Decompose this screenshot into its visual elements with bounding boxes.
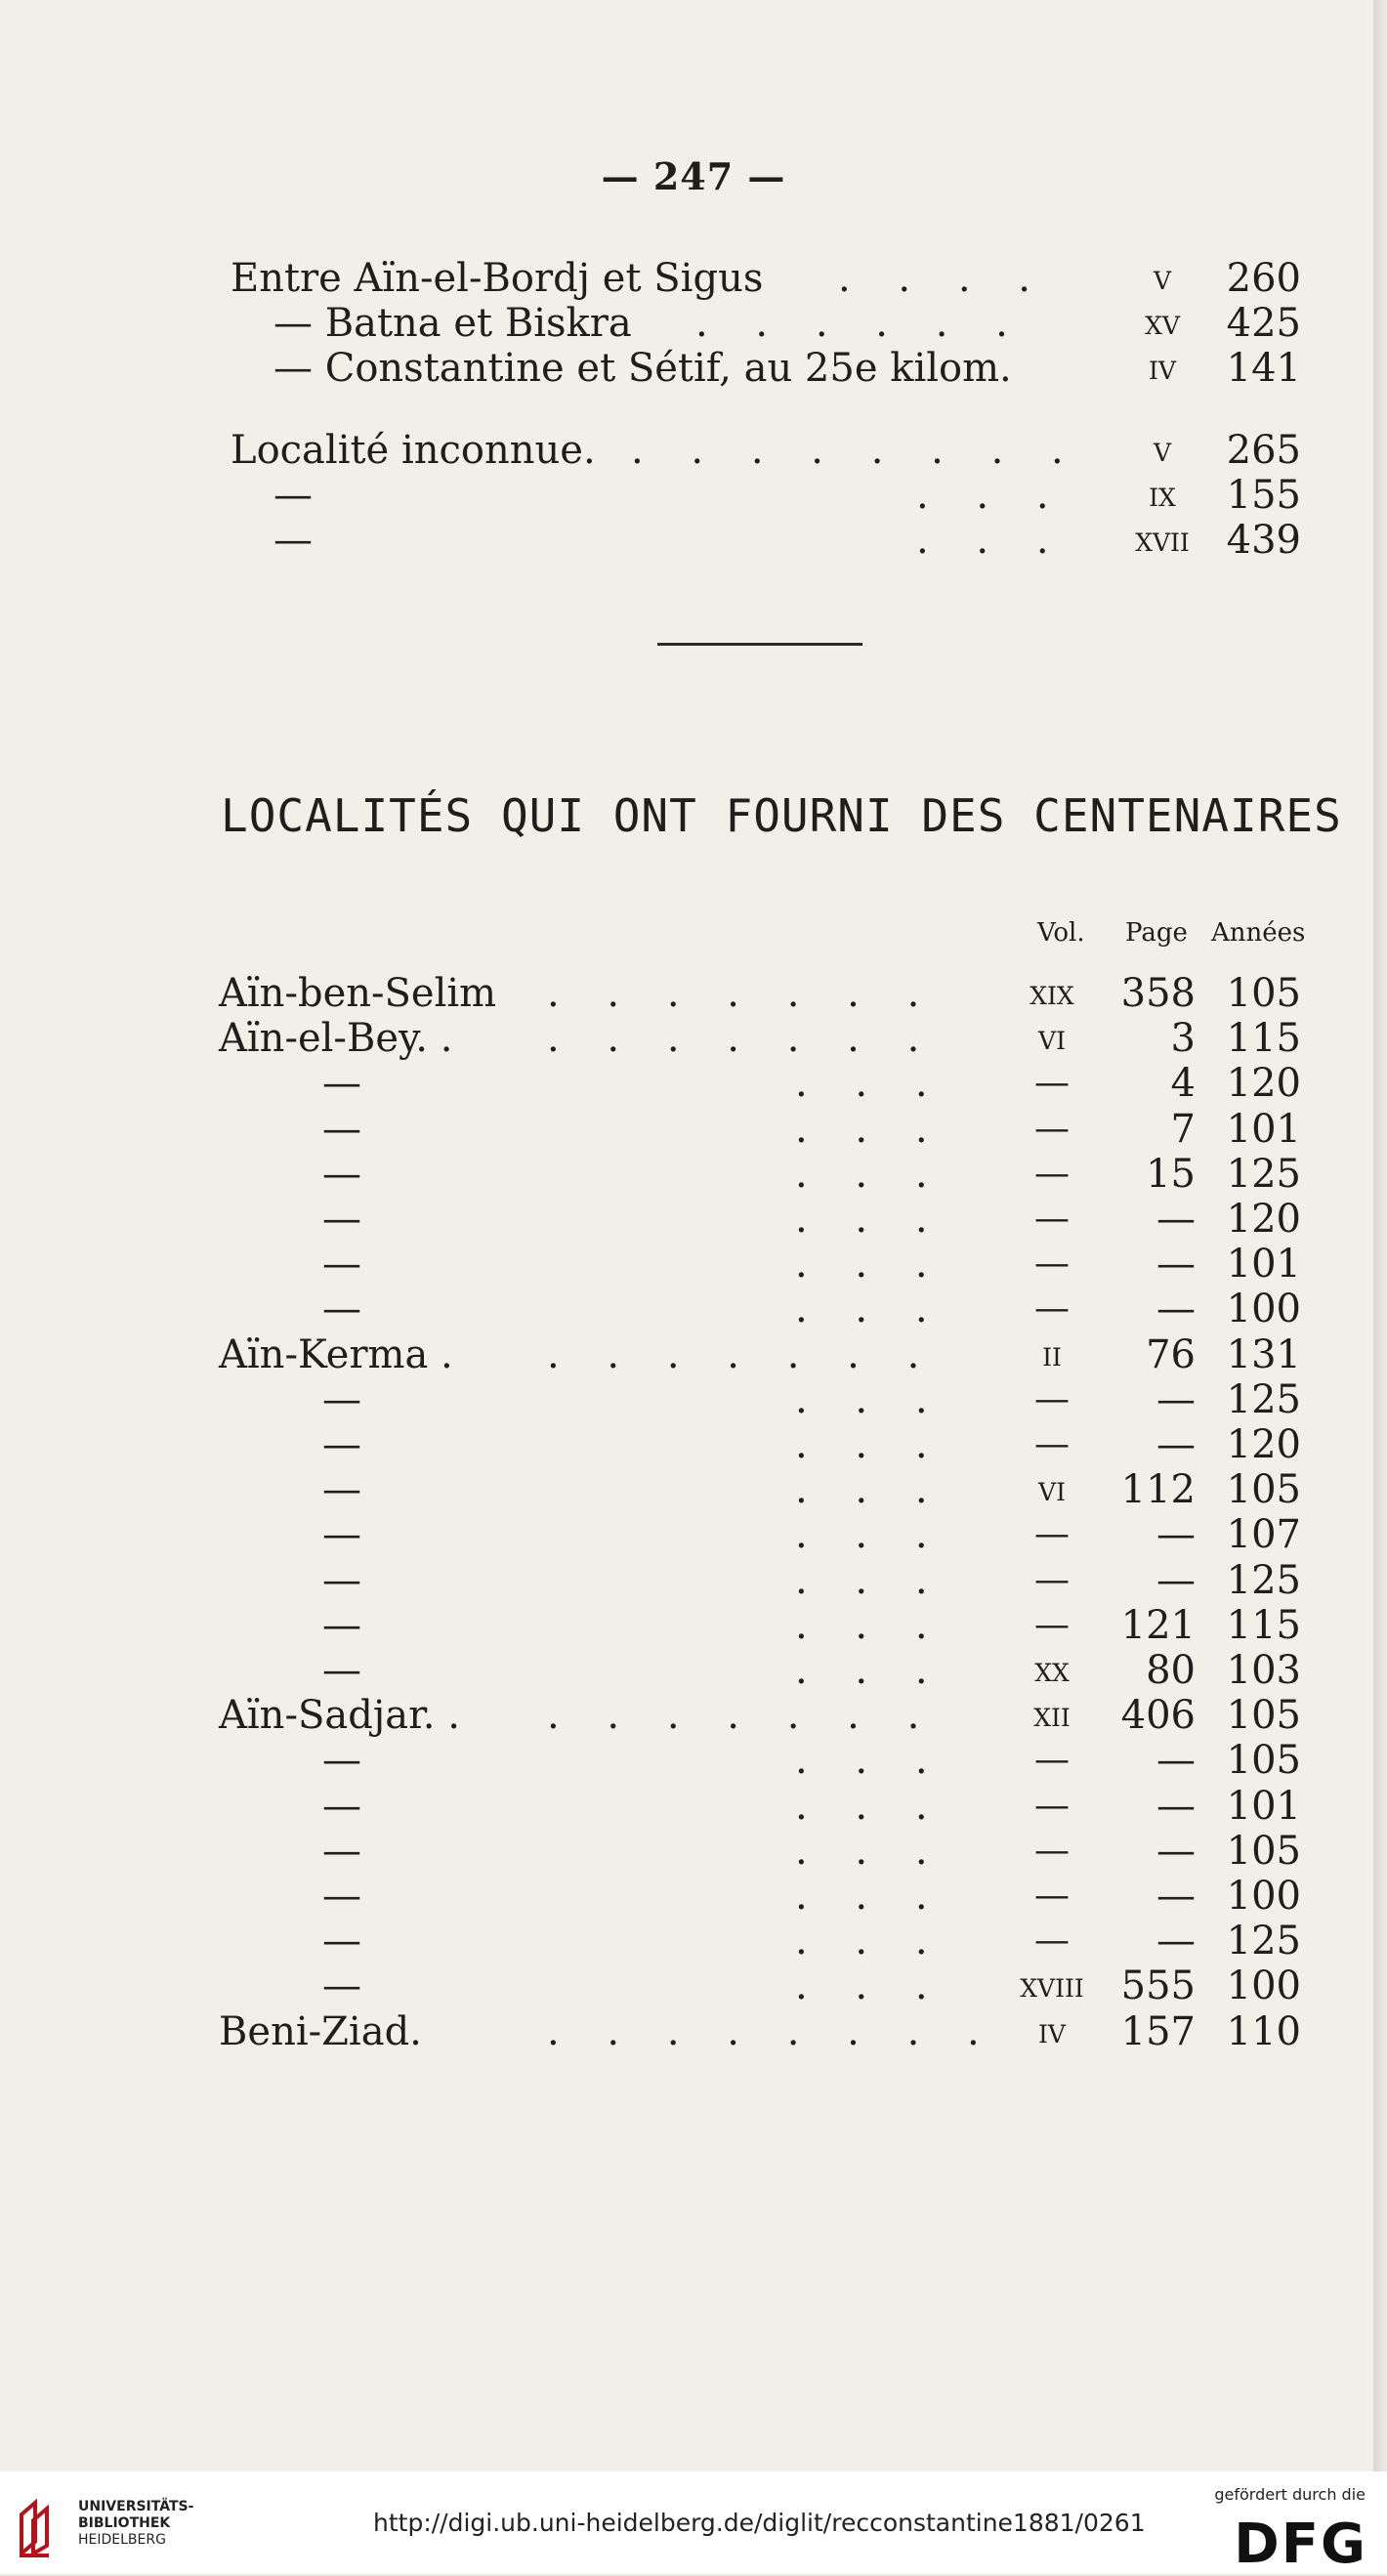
age-in-years: 125 — [1226, 1557, 1301, 1603]
leader-dots: . . . — [795, 1964, 946, 2009]
entry-label: — — [322, 1106, 361, 1152]
table-row — [0, 1377, 1387, 1422]
leader-dots: . . . — [795, 1061, 946, 1107]
permalink-url[interactable]: http://digi.ub.uni-heidelberg.de/diglit/recconstantine1881/0261 — [373, 2509, 1146, 2537]
leader-dots: . . . . . . . — [547, 971, 938, 1016]
table-row — [0, 346, 1387, 391]
section-title: LOCALITÉS QUI ONT FOURNI DES CENTENAIRES — [221, 789, 1342, 842]
volume-number: — — [1034, 1785, 1070, 1826]
age-in-years: 107 — [1226, 1512, 1301, 1558]
age-in-years: 101 — [1226, 1242, 1301, 1288]
dfg-logo: DFG — [1234, 2513, 1367, 2576]
age-in-years: 115 — [1226, 1016, 1301, 1062]
volume-number: v — [1153, 258, 1172, 298]
footer-bar — [0, 2471, 1387, 2574]
age-in-years: 265 — [1226, 428, 1301, 473]
age-in-years: 125 — [1226, 1376, 1301, 1422]
leader-dots: . . . — [795, 1512, 946, 1558]
page-number-value: 76 — [1146, 1331, 1196, 1377]
table-row — [0, 1738, 1387, 1783]
entry-label: Localité inconnue. — [231, 428, 596, 473]
page-number-value: 121 — [1120, 1602, 1196, 1648]
entry-label: — — [322, 1783, 361, 1829]
volume-number: — — [1034, 1108, 1070, 1149]
leader-dots: . . . — [795, 1197, 946, 1242]
volume-number: vi — [1038, 1018, 1066, 1059]
volume-number: — — [1034, 1604, 1070, 1645]
entry-label: — — [322, 1197, 361, 1242]
table-row — [0, 1648, 1387, 1693]
column-header-page: Page — [1125, 918, 1188, 948]
table-row — [0, 1467, 1387, 1512]
entry-label: — — [322, 1964, 361, 2009]
age-in-years: 105 — [1226, 1467, 1301, 1513]
volume-number: — — [1034, 1514, 1070, 1555]
age-in-years: 425 — [1226, 301, 1301, 346]
entry-label: — — [322, 1919, 361, 1964]
entry-label: Aïn-Kerma . — [219, 1331, 453, 1377]
volume-number: — — [1034, 1740, 1070, 1781]
page-number-value: — — [1156, 1828, 1196, 1874]
library-name: UNIVERSITÄTS- BIBLIOTHEK HEIDELBERG — [78, 2499, 194, 2548]
page-number-value: — — [1156, 1512, 1196, 1558]
volume-number: — — [1034, 1876, 1070, 1916]
table-row — [0, 971, 1387, 1016]
table-row — [0, 1061, 1387, 1106]
entry-label: — — [273, 518, 313, 563]
table-row — [0, 1287, 1387, 1331]
leader-dots: . . . . — [838, 256, 1049, 301]
table-row — [0, 1422, 1387, 1467]
page-number-value: — — [1156, 1197, 1196, 1242]
table-row — [0, 1874, 1387, 1919]
leader-dots: . . . . . . . — [547, 1016, 938, 1062]
table-row — [0, 1016, 1387, 1061]
page-number-value: — — [1156, 1242, 1196, 1288]
university-library-logo-icon — [14, 2495, 70, 2559]
leader-dots: . . . . . . — [695, 301, 1026, 346]
leader-dots: . . . — [795, 1376, 946, 1422]
table-row — [0, 1242, 1387, 1287]
table-row — [0, 1197, 1387, 1242]
age-in-years: 105 — [1226, 1828, 1301, 1874]
entry-label: — — [322, 1061, 361, 1107]
leader-dots: . . . — [795, 1874, 946, 1919]
volume-number: xii — [1033, 1695, 1071, 1736]
table-row — [0, 256, 1387, 301]
page-number-value: — — [1156, 1557, 1196, 1603]
entry-label: — — [322, 1287, 361, 1332]
volume-number: iv — [1038, 2010, 1066, 2051]
leader-dots: . . . — [795, 1557, 946, 1603]
table-row — [0, 1558, 1387, 1603]
table-row — [0, 1107, 1387, 1152]
table-row — [0, 301, 1387, 346]
volume-number: xx — [1034, 1650, 1070, 1690]
age-in-years: 103 — [1226, 1648, 1301, 1693]
leader-dots: . . . — [795, 1467, 946, 1513]
table-row — [0, 1693, 1387, 1738]
entry-label: — — [322, 1828, 361, 1874]
entry-label: Aïn-ben-Selim — [219, 971, 497, 1016]
leader-dots: . . . — [795, 1919, 946, 1964]
volume-number: xvii — [1135, 520, 1190, 560]
age-in-years: 125 — [1226, 1151, 1301, 1197]
section-divider — [657, 643, 862, 646]
age-in-years: 105 — [1226, 1693, 1301, 1739]
table-row — [0, 1784, 1387, 1829]
volume-number: — — [1034, 1921, 1070, 1962]
leader-dots: . . . — [795, 1738, 946, 1784]
age-in-years: 131 — [1226, 1331, 1301, 1377]
page-number-value: 406 — [1120, 1693, 1196, 1739]
entry-label: — — [322, 1602, 361, 1648]
volume-number: — — [1034, 1199, 1070, 1239]
table-row — [0, 1964, 1387, 2008]
age-in-years: 155 — [1226, 473, 1301, 518]
table-row — [0, 473, 1387, 518]
leader-dots: . . . . . . . . — [547, 2008, 997, 2054]
page-number-value: — — [1156, 1874, 1196, 1919]
volume-number: ix — [1149, 475, 1176, 515]
page-number-value: — — [1156, 1422, 1196, 1467]
entry-label: — — [322, 1557, 361, 1603]
page-number-value: 112 — [1120, 1467, 1196, 1513]
age-in-years: 120 — [1226, 1061, 1301, 1107]
table-row — [0, 1919, 1387, 1964]
age-in-years: 260 — [1226, 256, 1301, 301]
age-in-years: 101 — [1226, 1106, 1301, 1152]
entry-label: Beni-Ziad. — [219, 2008, 422, 2054]
volume-number: — — [1034, 1378, 1070, 1419]
leader-dots: . . . . . . . — [547, 1331, 938, 1377]
volume-number: — — [1034, 1244, 1070, 1285]
table-row — [0, 1152, 1387, 1197]
leader-dots: . . . — [795, 1783, 946, 1829]
leader-dots: . . . . . . . . — [631, 428, 1081, 473]
page-number-value: 358 — [1120, 971, 1196, 1016]
entry-label: Aïn-Sadjar. . — [219, 1693, 460, 1739]
age-in-years: 141 — [1226, 346, 1301, 391]
volume-number: xv — [1145, 303, 1180, 343]
entry-label: — Batna et Biskra — [273, 301, 632, 346]
entry-label: — — [322, 1376, 361, 1422]
column-headers — [0, 918, 1387, 953]
column-header-vol: Vol. — [1037, 918, 1085, 948]
volume-number: — — [1034, 1063, 1070, 1104]
volume-number: — — [1034, 1830, 1070, 1871]
entry-label: — — [322, 1151, 361, 1197]
volume-number: iv — [1149, 348, 1176, 388]
volume-number: ii — [1042, 1333, 1062, 1374]
leader-dots: . . . — [795, 1242, 946, 1288]
leader-dots: . . . — [795, 1828, 946, 1874]
age-in-years: 101 — [1226, 1783, 1301, 1829]
entry-label: — — [322, 1467, 361, 1513]
volume-number: xviii — [1020, 1965, 1084, 2006]
table-row — [0, 518, 1387, 563]
age-in-years: 110 — [1226, 2008, 1301, 2054]
age-in-years: 120 — [1226, 1197, 1301, 1242]
age-in-years: 125 — [1226, 1919, 1301, 1964]
age-in-years: 105 — [1226, 971, 1301, 1016]
age-in-years: 105 — [1226, 1738, 1301, 1784]
page-number-value: — — [1156, 1783, 1196, 1829]
table-row — [0, 1512, 1387, 1557]
entry-label: Entre Aïn-el-Bordj et Sigus — [231, 256, 764, 301]
page-number-value: — — [1156, 1738, 1196, 1784]
age-in-years: 120 — [1226, 1422, 1301, 1467]
leader-dots: . . . . . . . — [547, 1693, 938, 1739]
volume-number: — — [1034, 1288, 1070, 1330]
page-number-value: 15 — [1146, 1151, 1196, 1197]
entry-label: — — [273, 473, 313, 518]
leader-dots: . . . — [795, 1648, 946, 1693]
page-number-value: — — [1156, 1287, 1196, 1332]
page-number-value: 555 — [1120, 1964, 1196, 2009]
entry-label: — — [322, 1738, 361, 1784]
age-in-years: 439 — [1226, 518, 1301, 563]
volume-number: — — [1034, 1559, 1070, 1600]
entry-label: — — [322, 1874, 361, 1919]
age-in-years: 100 — [1226, 1874, 1301, 1919]
entry-label: — Constantine et Sétif, au 25e kilom. — [273, 346, 1012, 391]
page-number: — 247 — — [601, 154, 786, 198]
age-in-years: 100 — [1226, 1287, 1301, 1332]
page-number-value: 157 — [1120, 2008, 1196, 2054]
volume-number: vi — [1038, 1469, 1066, 1510]
age-in-years: 100 — [1226, 1964, 1301, 2009]
entry-label: — — [322, 1242, 361, 1288]
volume-number: v — [1153, 430, 1172, 470]
entry-label: — — [322, 1648, 361, 1693]
table-row — [0, 1829, 1387, 1874]
leader-dots: . . . — [795, 1106, 946, 1152]
leader-dots: . . . — [795, 1151, 946, 1197]
leader-dots: . . . — [795, 1287, 946, 1332]
page-number-value: 4 — [1170, 1061, 1196, 1107]
page-number-value: 3 — [1170, 1016, 1196, 1062]
page-number-value: — — [1156, 1919, 1196, 1964]
leader-dots: . . . — [795, 1422, 946, 1467]
table-row — [0, 428, 1387, 473]
page-number-value: 80 — [1146, 1648, 1196, 1693]
table-row — [0, 2009, 1387, 2054]
page-number-value: — — [1156, 1376, 1196, 1422]
entry-label: — — [322, 1512, 361, 1558]
funded-by-label: gefördert durch die — [1214, 2485, 1366, 2504]
table-row — [0, 1603, 1387, 1648]
volume-number: xix — [1030, 973, 1074, 1013]
leader-dots: . . . — [916, 473, 1067, 518]
leader-dots: . . . — [795, 1602, 946, 1648]
column-header-years: Années — [1211, 918, 1306, 948]
entry-label: Aïn-el-Bey. . — [219, 1016, 453, 1062]
volume-number: — — [1034, 1424, 1070, 1464]
entry-label: — — [322, 1422, 361, 1467]
table-row — [0, 1332, 1387, 1377]
leader-dots: . . . — [916, 518, 1067, 563]
age-in-years: 115 — [1226, 1602, 1301, 1648]
volume-number: — — [1034, 1153, 1070, 1194]
page-number-value: 7 — [1170, 1106, 1196, 1152]
